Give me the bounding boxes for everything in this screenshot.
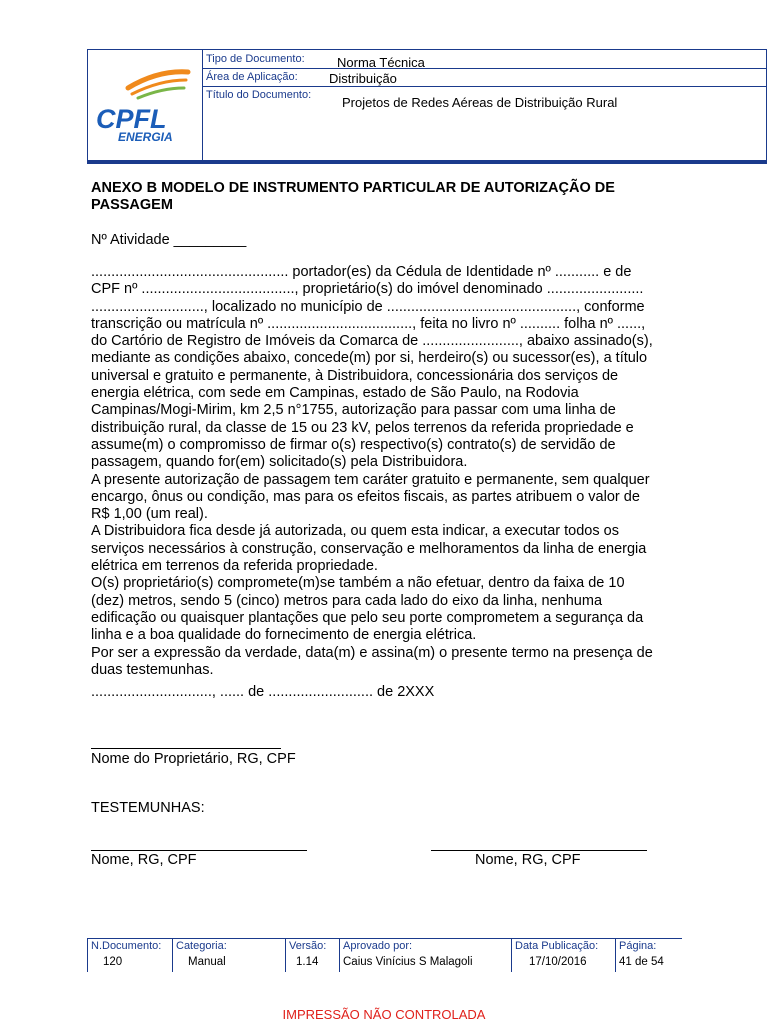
text-line: (dez) metros, sendo 5 (cinco) metros para cada lado do eixo da linha, nenhuma bbox=[91, 592, 603, 609]
text-line: Por ser a expressão da verdade, data(m) e assina(m) o presente termo na presença de bbox=[91, 644, 653, 661]
footer-value: 1.14 bbox=[296, 956, 319, 968]
text-line: CPF nº ......................................, proprietário(s) do imóvel denominado ........................ bbox=[91, 281, 644, 298]
text-line: transcrição ou matrícula nº ...................................., feita no livro nº .......... folha nº ......, bbox=[91, 315, 646, 332]
text-line: Campinas/Mogi-Mirim, km 2,5 n°1755, autorização para passar com uma linha de bbox=[91, 402, 616, 419]
logo-subtext: ENERGIA bbox=[118, 130, 173, 144]
activity-number: Nº Atividade _________ bbox=[91, 232, 247, 248]
text-line: mediante as condições abaixo, concede(m) por si, herdeiro(s) ou sucessor(es), a título bbox=[91, 350, 648, 367]
footer-approved-by bbox=[339, 938, 512, 972]
footer-page bbox=[615, 938, 682, 972]
text-line: O(s) proprietário(s) compromete(m)se também a não efetuar, dentro da faixa de 10 bbox=[91, 575, 625, 592]
annex-title-line2: PASSAGEM bbox=[91, 197, 173, 213]
text-line: edificação ou quaisquer plantações que pelo seu porte comprometem a segurança da bbox=[91, 609, 644, 626]
text-line: assume(m) o compromisso de firmar o(s) respectivo(s) contrato(s) de servidão de bbox=[91, 436, 616, 453]
footer-label: Aprovado por: bbox=[343, 940, 413, 952]
text-line: duas testemunhas. bbox=[91, 661, 214, 678]
footer-doc-number bbox=[87, 938, 173, 972]
text-line: R$ 1,00 (um real). bbox=[91, 506, 208, 523]
witness1-signature-line bbox=[91, 850, 307, 851]
text-line: universal e gratuito e permanente, à Distribuidora, concessionária dos serviços de bbox=[91, 367, 619, 384]
annex-title bbox=[91, 180, 691, 214]
footer-label: Página: bbox=[619, 940, 657, 952]
text-line: A Distribuidora fica desde já autorizada, ou quem esta indicar, a executar todos os bbox=[91, 523, 619, 540]
footer-label: Categoria: bbox=[176, 940, 227, 952]
text-line: A presente autorização de passagem tem caráter gratuito e permanente, sem qualquer bbox=[91, 471, 650, 488]
footer-category bbox=[172, 938, 286, 972]
uncontrolled-print-notice: IMPRESSÃO NÃO CONTROLADA bbox=[282, 1007, 486, 1022]
footer-label: Data Publicação: bbox=[515, 940, 599, 952]
footer-label: N.Documento: bbox=[91, 940, 162, 952]
footer-value: 41 de 54 bbox=[619, 956, 664, 968]
area-label: Área de Aplicação: bbox=[206, 71, 298, 83]
witnesses-title: TESTEMUNHAS: bbox=[91, 800, 205, 816]
document-footer bbox=[87, 938, 681, 971]
text-line: distribuição rural, da classe de 15 ou 23 kV, pelos terrenos da referida propriedade e bbox=[91, 419, 634, 436]
text-line: linha e a boa qualidade do fornecimento de energia elétrica. bbox=[91, 627, 477, 644]
witness2-signature-line bbox=[431, 850, 647, 851]
header-row-area bbox=[202, 68, 766, 87]
header-row-doc-type bbox=[202, 50, 766, 69]
logo-text: CPFL bbox=[96, 104, 167, 134]
text-line: passagem, quando for(em) solicitado(s) pela Distribuidora. bbox=[91, 454, 468, 471]
footer-value: Manual bbox=[188, 956, 226, 968]
owner-signature-line bbox=[91, 748, 281, 749]
witness2-signature-label: Nome, RG, CPF bbox=[475, 852, 581, 868]
footer-value: Caius Vinícius S Malagoli bbox=[343, 956, 473, 968]
logo-cell bbox=[88, 50, 203, 160]
doc-type-value: Norma Técnica bbox=[337, 55, 425, 70]
text-line: encargo, ônus ou condição, mas para os efeitos fiscais, as partes atribuem o valor de bbox=[91, 488, 640, 505]
text-line: ................................................. portador(es) da Cédula de Identidade nº ........... e de bbox=[91, 264, 632, 280]
doc-type-label: Tipo de Documento: bbox=[206, 53, 305, 65]
annex-title-line1: ANEXO B MODELO DE INSTRUMENTO PARTICULAR DE AUTORIZAÇÃO DE bbox=[91, 180, 615, 196]
header-divider bbox=[87, 161, 767, 164]
doc-title-value: Projetos de Redes Aéreas de Distribuição Rural bbox=[342, 95, 618, 110]
footer-version bbox=[285, 938, 340, 972]
witness1-signature-label: Nome, RG, CPF bbox=[91, 852, 197, 868]
footer-label: Versão: bbox=[289, 940, 327, 952]
document-header bbox=[87, 49, 767, 161]
owner-signature-label: Nome do Proprietário, RG, CPF bbox=[91, 751, 296, 767]
footer-value: 120 bbox=[103, 956, 123, 968]
text-line: do Cartório de Registro de Imóveis da Comarca de ........................, abaixo assinado(s), bbox=[91, 333, 653, 350]
header-row-title bbox=[202, 86, 766, 160]
area-value: Distribuição bbox=[329, 71, 397, 86]
footer-publication-date bbox=[511, 938, 616, 972]
text-line: energia elétrica, com sede em Campinas, estado de São Paulo, na Rodovia bbox=[91, 385, 579, 402]
footer-value: 17/10/2016 bbox=[529, 956, 587, 968]
place-date-line: .............................., ...... de .......................... de 2XXX bbox=[91, 684, 435, 700]
cpfl-logo bbox=[88, 50, 202, 160]
text-line: serviços necessários à construção, conservação e melhoramentos da linha de energia bbox=[91, 540, 647, 557]
doc-title-label: Título do Documento: bbox=[206, 89, 312, 101]
text-line: ............................, localizado no município de ..............................................., conforme bbox=[91, 298, 645, 315]
authorization-text bbox=[91, 264, 699, 679]
text-line: elétrica em terrenos da referida propriedade. bbox=[91, 558, 378, 575]
